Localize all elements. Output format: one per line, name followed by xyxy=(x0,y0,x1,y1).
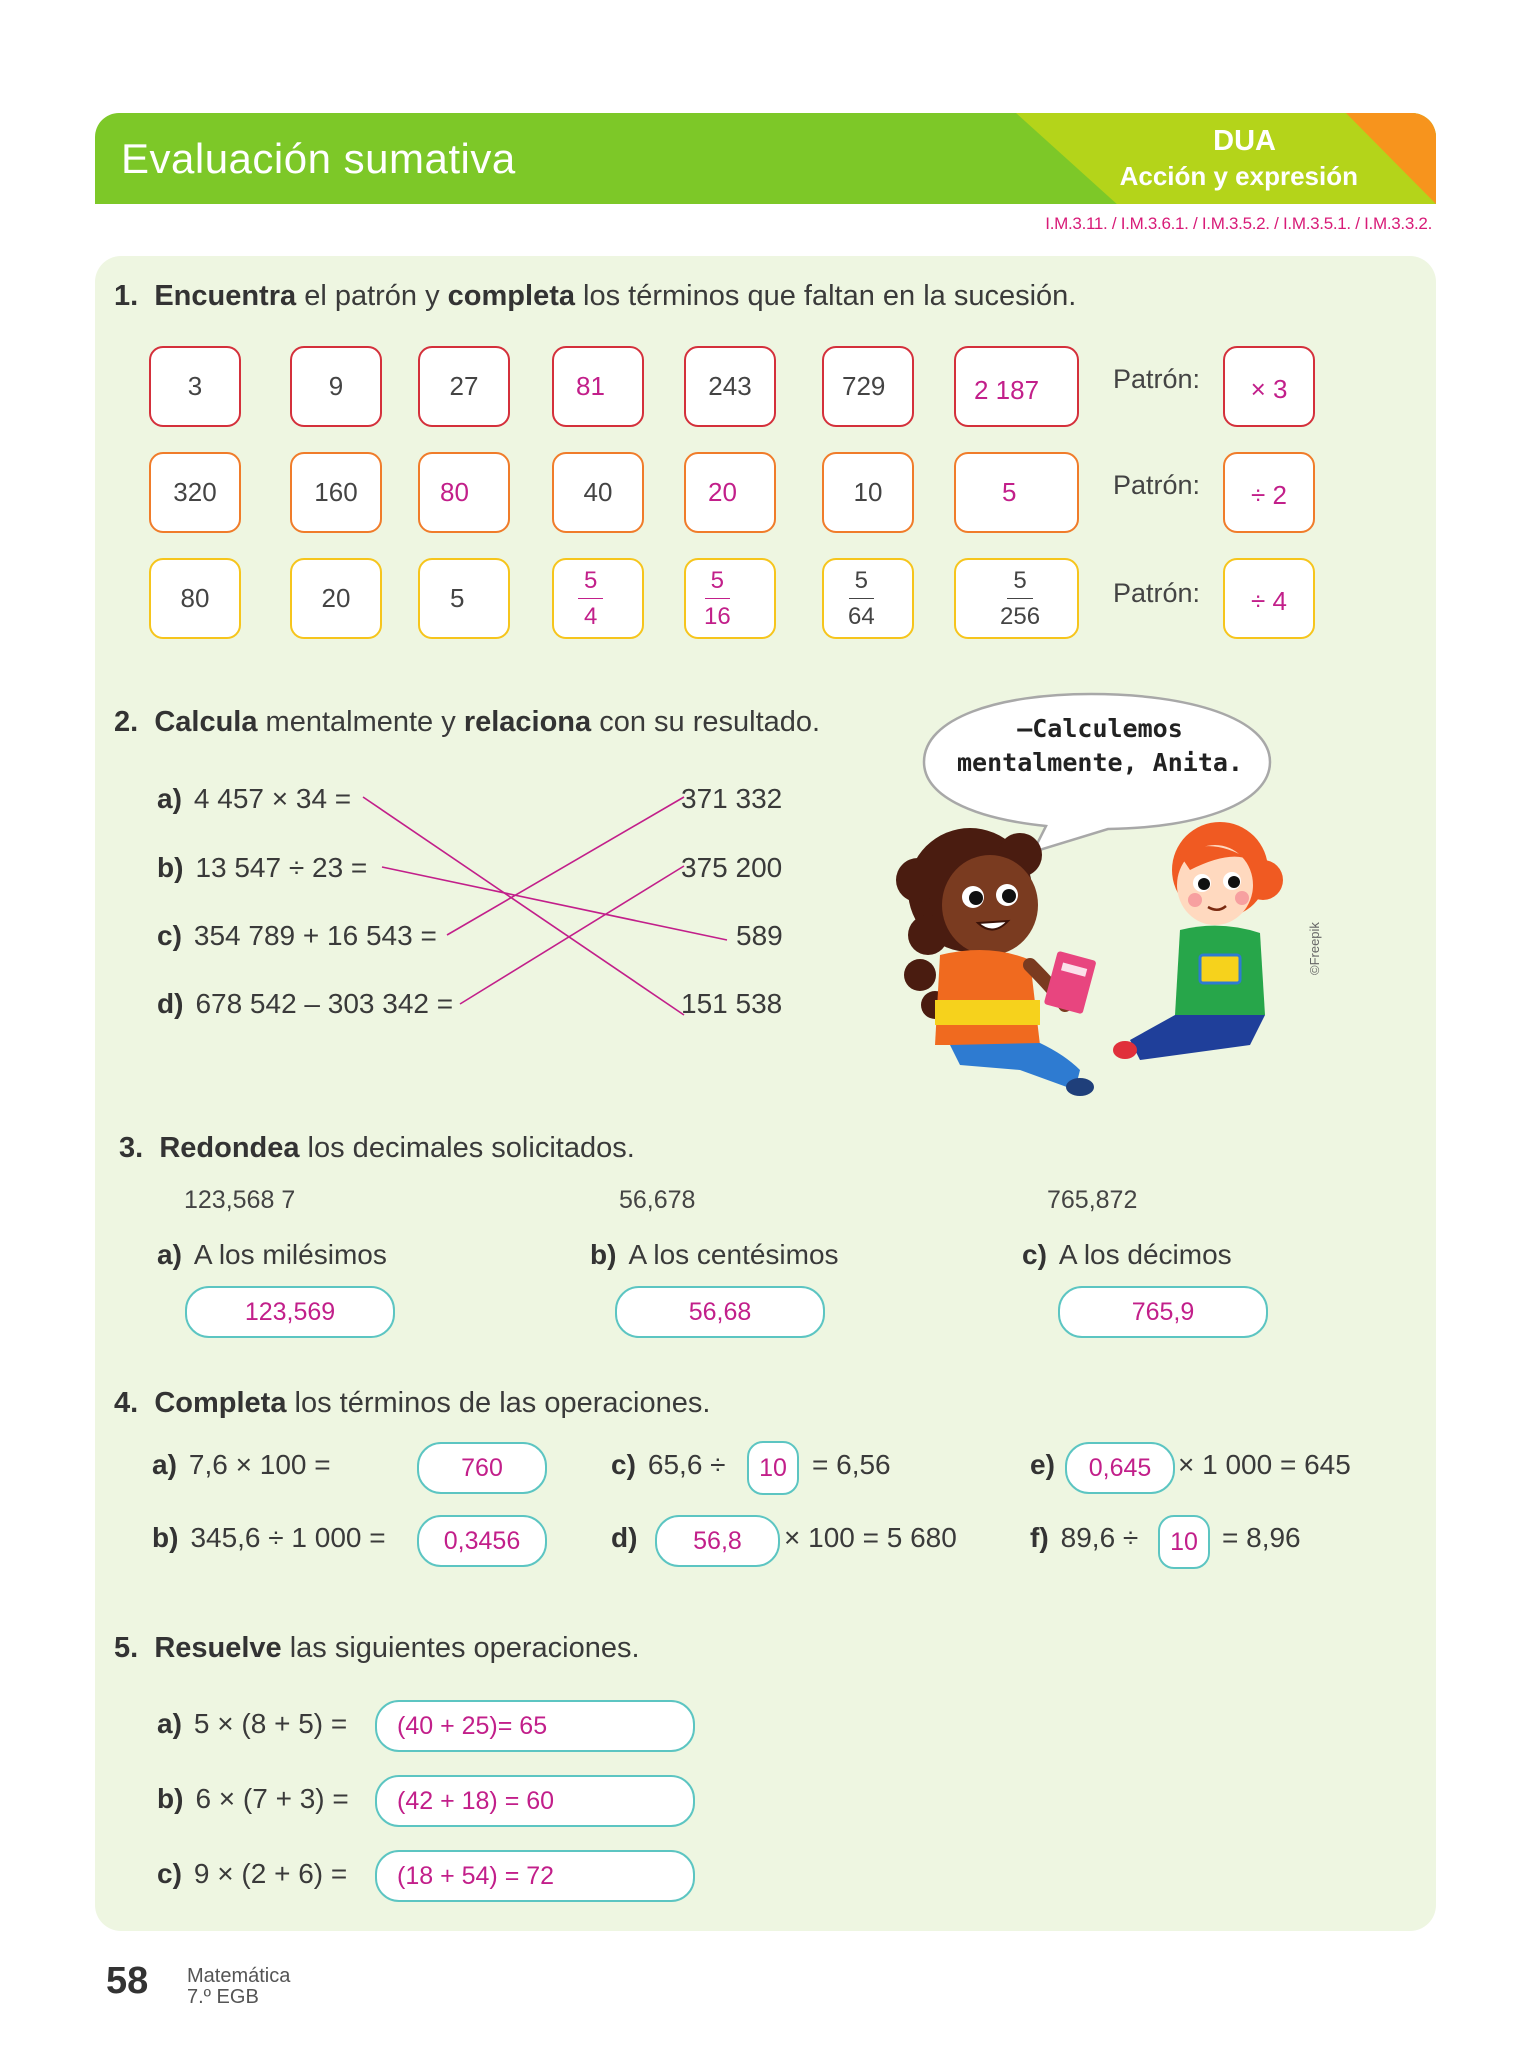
result-item[interactable]: 589 xyxy=(736,920,783,951)
dua-title: DUA xyxy=(1213,125,1276,157)
operation-4e-result: × 1 000 = 645 xyxy=(1178,1449,1351,1480)
girl-curly-hair xyxy=(896,828,1097,1096)
speech-text: —Calculemos mentalmente, Anita. xyxy=(957,714,1243,777)
answer-4f[interactable]: 10 xyxy=(1158,1515,1210,1569)
pattern-label: Patrón: xyxy=(1113,578,1201,608)
operation-4d-result: × 100 = 5 680 xyxy=(784,1522,957,1553)
operation-4d-label: d) xyxy=(611,1522,638,1553)
sequence-term: 243 xyxy=(684,346,776,427)
operation-4b: b) 345,6 ÷ 1 000 = xyxy=(152,1522,386,1553)
decimal-value: 56,678 xyxy=(619,1186,696,1214)
operation-5b: b) 6 × (7 + 3) = xyxy=(157,1783,349,1814)
sequence-answer[interactable]: 20 xyxy=(684,452,776,533)
operation-4a: a) 7,6 × 100 = xyxy=(152,1449,331,1480)
sequence-answer[interactable]: 2 187 xyxy=(954,346,1079,427)
question-number: 3. xyxy=(119,1132,144,1164)
sequence-term: 160 xyxy=(290,452,382,533)
operation-4f-result: = 8,96 xyxy=(1222,1522,1301,1553)
match-line-a xyxy=(363,797,684,1015)
operation-4c: c) 65,6 ÷ xyxy=(611,1449,726,1480)
question-4-heading: 4. Completa los términos de las operaciones. xyxy=(114,1387,711,1419)
girl-red-hair xyxy=(1113,822,1283,1060)
decimal-value: 765,872 xyxy=(1047,1186,1138,1214)
question-3-heading: 3. Redondea los decimales solicitados. xyxy=(119,1132,635,1164)
question-number: 4. xyxy=(114,1387,139,1419)
sequence-answer[interactable]: 80 xyxy=(418,452,510,533)
sequence-term: 729 xyxy=(822,346,914,427)
decimal-value: 123,568 7 xyxy=(184,1186,296,1214)
sequence-term: 3 xyxy=(149,346,241,427)
pattern-answer[interactable]: ÷ 4 xyxy=(1223,558,1315,639)
result-item[interactable]: 375 200 xyxy=(681,852,783,883)
dua-subtitle: Acción y expresión xyxy=(1119,161,1358,191)
sequence-term: 27 xyxy=(418,346,510,427)
question-number: 5. xyxy=(114,1632,139,1664)
sequence-term: 9 xyxy=(290,346,382,427)
operation-4e-label: e) xyxy=(1030,1449,1055,1480)
result-item[interactable]: 151 538 xyxy=(681,988,783,1019)
question-5-heading: 5. Resuelve las siguientes operaciones. xyxy=(114,1632,640,1664)
sequence-term: 40 xyxy=(552,452,644,533)
rounding-answer-a[interactable]: 123,569 xyxy=(185,1286,395,1338)
question-number: 2. xyxy=(114,706,139,738)
rounding-answer-c[interactable]: 765,9 xyxy=(1058,1286,1268,1338)
answer-5b[interactable]: (42 + 18) = 60 xyxy=(375,1775,695,1827)
answer-4c[interactable]: 10 xyxy=(747,1441,799,1495)
rounding-answer-b[interactable]: 56,68 xyxy=(615,1286,825,1338)
image-credit: ©Freepik xyxy=(1307,922,1322,975)
pattern-answer[interactable]: × 3 xyxy=(1223,346,1315,427)
answer-4e[interactable]: 0,645 xyxy=(1065,1442,1175,1494)
operation-c: c) 354 789 + 16 543 = xyxy=(157,920,437,951)
page-number: 58 xyxy=(106,1960,149,2002)
indicators: I.M.3.11. / I.M.3.6.1. / I.M.3.5.2. / I.M.3.5.1. / I.M.3.3.2. xyxy=(1045,214,1432,233)
pattern-label: Patrón: xyxy=(1113,470,1201,500)
sequence-answer[interactable]: 81 xyxy=(552,346,644,427)
question-number: 1. xyxy=(114,280,139,312)
answer-4d[interactable]: 56,8 xyxy=(655,1515,780,1567)
page-title: Evaluación sumativa xyxy=(121,135,516,182)
sequence-fraction: $\frac{5}{64}$ xyxy=(822,558,914,639)
sequence-term: 5 xyxy=(418,558,510,639)
pattern-answer[interactable]: ÷ 2 xyxy=(1223,452,1315,533)
sequence-term: 20 xyxy=(290,558,382,639)
operation-5a: a) 5 × (8 + 5) = xyxy=(157,1708,348,1739)
sequence-term: 80 xyxy=(149,558,241,639)
result-item[interactable]: 371 332 xyxy=(681,783,783,814)
pattern-label: Patrón: xyxy=(1113,364,1201,394)
match-line-d xyxy=(460,866,684,1004)
sequence-term: 320 xyxy=(149,452,241,533)
sequence-fraction-answer[interactable]: $\frac{5}{4}$ xyxy=(552,558,644,639)
match-line-c xyxy=(447,797,684,935)
answer-5c[interactable]: (18 + 54) = 72 xyxy=(375,1850,695,1902)
operation-4c-result: = 6,56 xyxy=(812,1449,891,1480)
operation-4f: f) 89,6 ÷ xyxy=(1030,1522,1139,1553)
answer-4b[interactable]: 0,3456 xyxy=(417,1515,547,1567)
operation-d: d) 678 542 – 303 342 = xyxy=(157,988,454,1019)
children-illustration xyxy=(890,815,1310,1115)
question-2-heading: 2. Calcula mentalmente y relaciona con su resultado. xyxy=(114,706,821,738)
round-prompt-b: b) A los centésimos xyxy=(590,1239,839,1270)
match-line-b xyxy=(382,867,727,940)
sequence-term: 10 xyxy=(822,452,914,533)
answer-4a[interactable]: 760 xyxy=(417,1442,547,1494)
round-prompt-c: c) A los décimos xyxy=(1022,1239,1232,1270)
sequence-fraction-answer[interactable]: $\frac{5}{16}$ xyxy=(684,558,776,639)
answer-5a[interactable]: (40 + 25)= 65 xyxy=(375,1700,695,1752)
sequence-fraction: $\frac{5}{256}$ xyxy=(954,558,1079,639)
round-prompt-a: a) A los milésimos xyxy=(157,1239,387,1270)
operation-a: a) 4 457 × 34 = xyxy=(157,783,352,814)
operation-b: b) 13 547 ÷ 23 = xyxy=(157,852,368,883)
operation-5c: c) 9 × (2 + 6) = xyxy=(157,1858,348,1889)
footer-subject: Matemática 7.º EGB xyxy=(187,1965,291,2008)
question-1-heading: 1. Encuentra el patrón y completa los términos que faltan en la sucesión. xyxy=(114,280,1077,312)
sequence-answer[interactable]: 5 xyxy=(954,452,1079,533)
